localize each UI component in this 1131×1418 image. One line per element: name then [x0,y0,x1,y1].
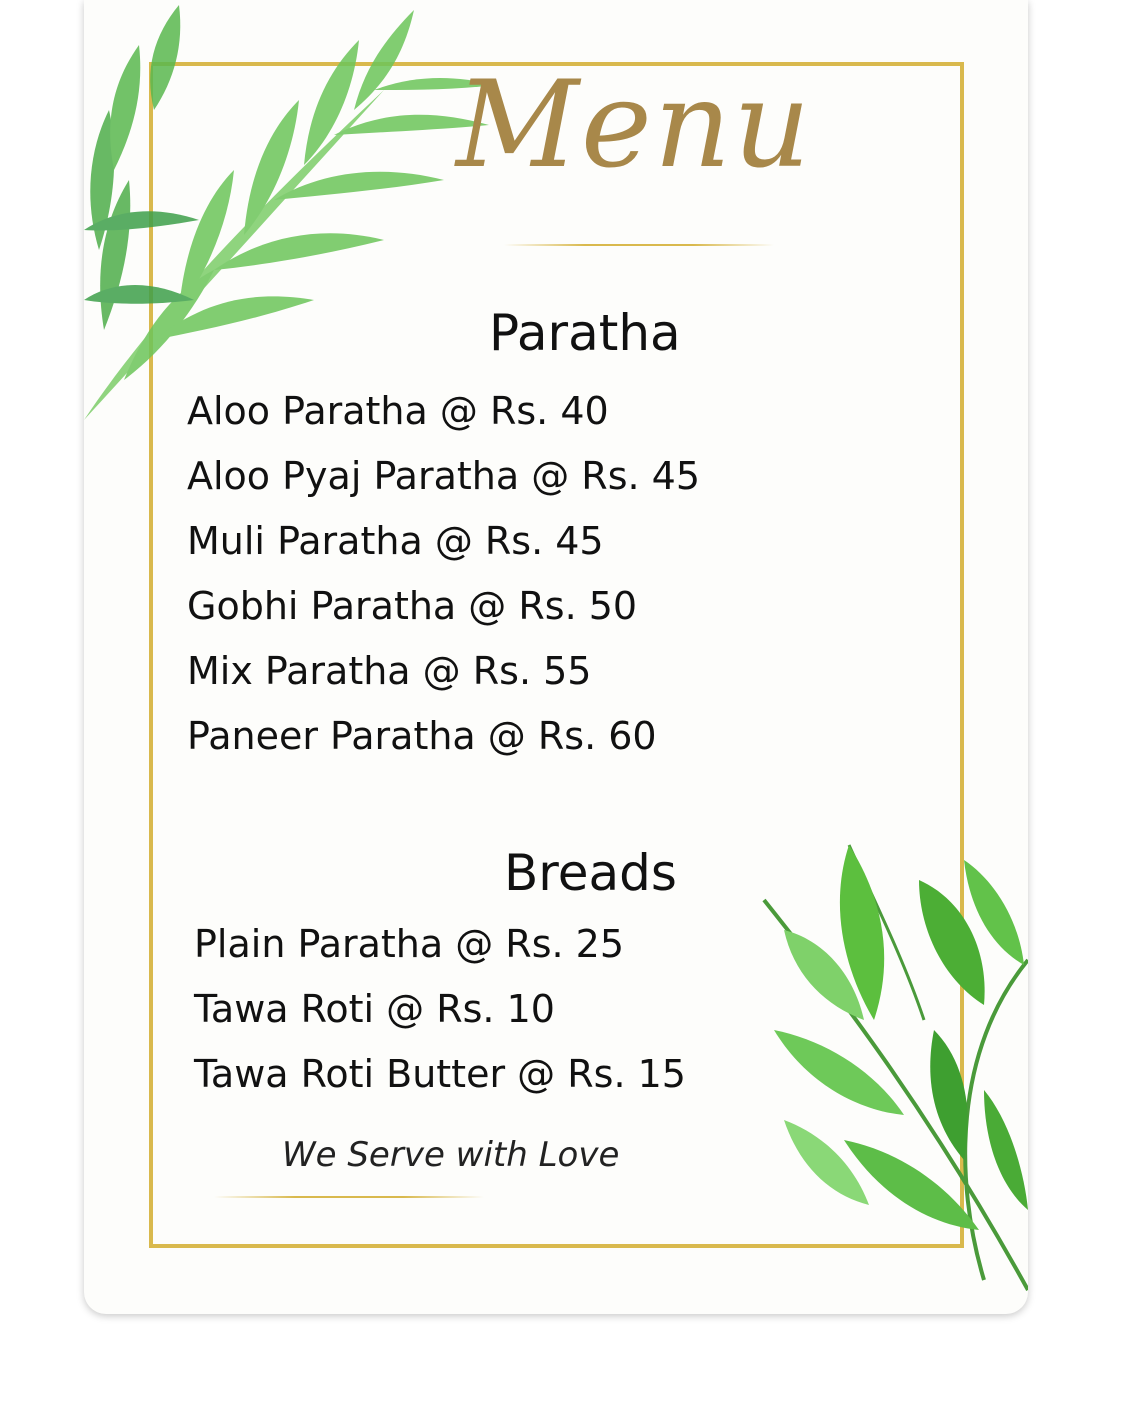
menu-item: Muli Paratha @ Rs. 45 [187,519,604,563]
menu-item: Gobhi Paratha @ Rs. 50 [187,584,638,628]
title-divider [504,244,774,246]
menu-card [84,0,1028,1314]
menu-item: Tawa Roti Butter @ Rs. 15 [194,1052,686,1096]
menu-item: Mix Paratha @ Rs. 55 [187,649,592,693]
menu-item: Aloo Paratha @ Rs. 40 [187,389,609,433]
menu-item: Plain Paratha @ Rs. 25 [194,922,625,966]
tagline: We Serve with Love [282,1135,620,1175]
menu-item: Paneer Paratha @ Rs. 60 [187,714,657,758]
menu-item: Aloo Pyaj Paratha @ Rs. 45 [187,454,700,498]
section-title-paratha: Paratha [489,304,681,362]
menu-item: Tawa Roti @ Rs. 10 [194,987,555,1031]
menu-title: Menu [456,56,813,195]
footer-divider [214,1196,484,1198]
section-title-breads: Breads [504,844,677,902]
